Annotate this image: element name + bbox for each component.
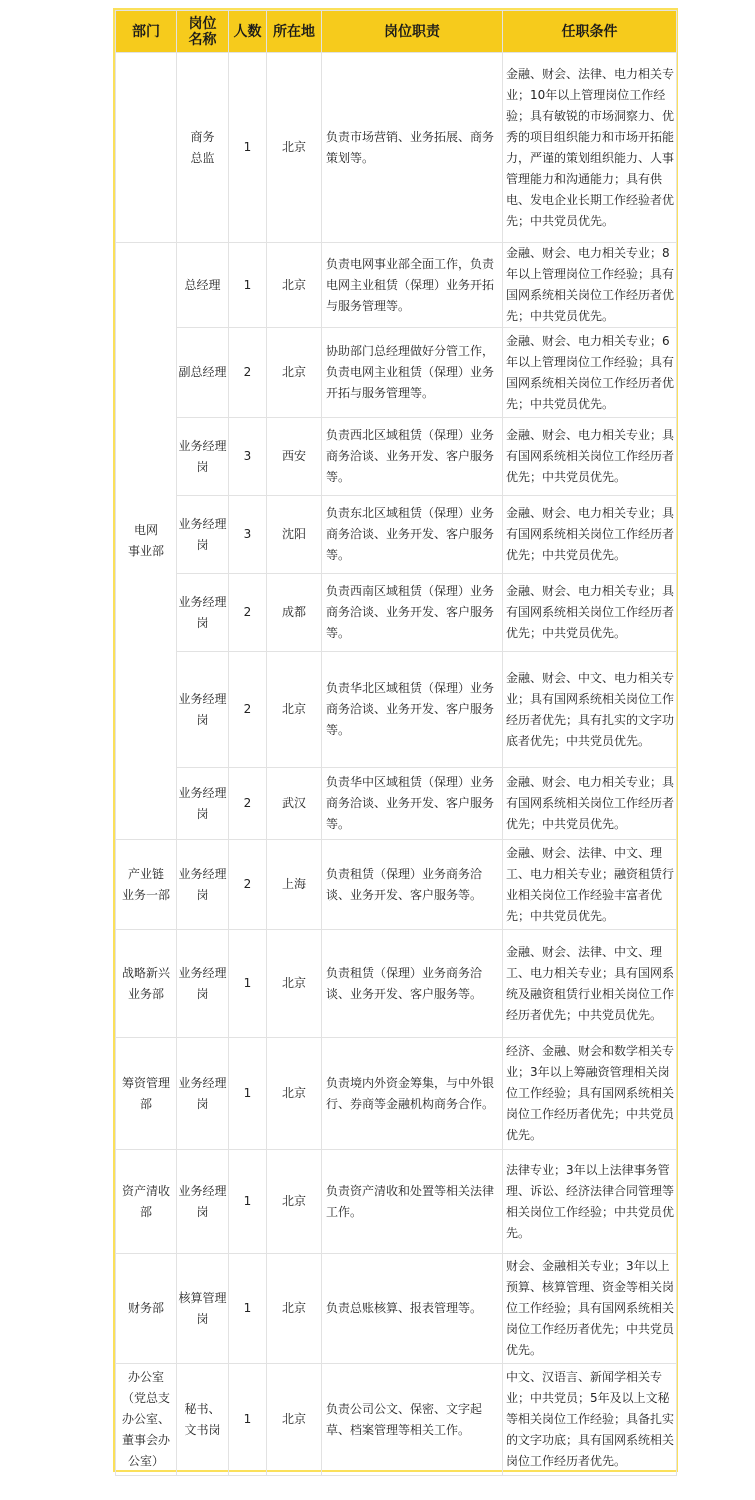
cell-count: 2 (229, 840, 267, 930)
cell-location: 沈阳 (267, 496, 322, 574)
cell-requirement: 金融、财会、中文、电力相关专业；具有国网系统相关岗位工作经历者优先；具有扎实的文字功底者优先；中共党员优先。 (503, 652, 677, 768)
cell-department: 办公室 （党总支 办公室、 董事会办 公室） (116, 1364, 177, 1476)
table-row (116, 53, 677, 243)
table-body (116, 53, 677, 1476)
cell-count: 1 (229, 1150, 267, 1254)
table-row (116, 840, 677, 930)
cell-duty: 负责总账核算、报表管理等。 (322, 1254, 503, 1364)
cell-duty: 负责租赁（保理）业务商务洽谈、业务开发、客户服务等。 (322, 930, 503, 1038)
table-header-row (116, 11, 677, 53)
cell-duty: 负责电网事业部全面工作，负责电网主业租赁（保理）业务开拓与服务管理等。 (322, 243, 503, 328)
cell-location: 北京 (267, 1150, 322, 1254)
table-row (116, 243, 677, 328)
cell-location: 北京 (267, 652, 322, 768)
cell-duty: 负责境内外资金筹集，与中外银行、券商等金融机构商务合作。 (322, 1038, 503, 1150)
table-row (116, 328, 677, 418)
cell-count: 2 (229, 574, 267, 652)
cell-requirement: 金融、财会、法律、中文、理工、电力相关专业；融资租赁行业相关岗位工作经验丰富者优先；中共党员优先。 (503, 840, 677, 930)
table-row (116, 930, 677, 1038)
table-row (116, 1038, 677, 1150)
cell-requirement: 金融、财会、电力相关专业；8年以上管理岗位工作经验；具有国网系统相关岗位工作经历者优先；中共党员优先。 (503, 243, 677, 328)
cell-department: 筹资管理 部 (116, 1038, 177, 1150)
cell-location: 北京 (267, 1364, 322, 1476)
table-row (116, 1254, 677, 1364)
cell-position: 业务经理 岗 (177, 840, 229, 930)
header-count: 人数 (229, 11, 267, 53)
cell-count: 1 (229, 1038, 267, 1150)
cell-count: 1 (229, 1364, 267, 1476)
header-requirement: 任职条件 (503, 11, 677, 53)
table-row (116, 768, 677, 840)
cell-requirement: 金融、财会、电力相关专业；具有国网系统相关岗位工作经历者优先；中共党员优先。 (503, 418, 677, 496)
cell-count: 2 (229, 768, 267, 840)
recruitment-table (115, 10, 677, 1476)
cell-duty: 负责西北区域租赁（保理）业务商务洽谈、业务开发、客户服务等。 (322, 418, 503, 496)
header-department: 部门 (116, 11, 177, 53)
cell-requirement: 财会、金融相关专业；3年以上预算、核算管理、资金等相关岗位工作经验；具有国网系统相关岗位工作经历者优先；中共党员优先。 (503, 1254, 677, 1364)
table-row (116, 652, 677, 768)
table-row (116, 496, 677, 574)
cell-position: 业务经理 岗 (177, 418, 229, 496)
header-location: 所在地 (267, 11, 322, 53)
cell-count: 1 (229, 1254, 267, 1364)
cell-count: 2 (229, 328, 267, 418)
cell-location: 北京 (267, 243, 322, 328)
cell-position: 总经理 (177, 243, 229, 328)
cell-requirement: 金融、财会、电力相关专业；具有国网系统相关岗位工作经历者优先；中共党员优先。 (503, 574, 677, 652)
cell-count: 3 (229, 418, 267, 496)
cell-department: 资产清收 部 (116, 1150, 177, 1254)
cell-requirement: 法律专业；3年以上法律事务管理、诉讼、经济法律合同管理等相关岗位工作经验；中共党员优先。 (503, 1150, 677, 1254)
cell-location: 北京 (267, 1254, 322, 1364)
cell-position: 副总经理 (177, 328, 229, 418)
cell-count: 1 (229, 243, 267, 328)
cell-location: 西安 (267, 418, 322, 496)
cell-department: 电网 事业部 (116, 243, 177, 840)
cell-requirement: 中文、汉语言、新闻学相关专业；中共党员；5年及以上文秘等相关岗位工作经验；具备扎实的文字功底；具有国网系统相关岗位工作经历者优先。 (503, 1364, 677, 1476)
cell-position: 商务 总监 (177, 53, 229, 243)
cell-location: 北京 (267, 53, 322, 243)
cell-requirement: 金融、财会、电力相关专业；具有国网系统相关岗位工作经历者优先；中共党员优先。 (503, 768, 677, 840)
cell-duty: 负责租赁（保理）业务商务洽谈、业务开发、客户服务等。 (322, 840, 503, 930)
cell-position: 业务经理 岗 (177, 496, 229, 574)
cell-duty: 负责市场营销、业务拓展、商务策划等。 (322, 53, 503, 243)
cell-department: 产业链 业务一部 (116, 840, 177, 930)
cell-location: 北京 (267, 930, 322, 1038)
cell-position: 业务经理 岗 (177, 574, 229, 652)
cell-duty: 协助部门总经理做好分管工作，负责电网主业租赁（保理）业务开拓与服务管理等。 (322, 328, 503, 418)
cell-count: 3 (229, 496, 267, 574)
cell-position: 业务经理 岗 (177, 1150, 229, 1254)
cell-count: 1 (229, 930, 267, 1038)
cell-location: 成都 (267, 574, 322, 652)
cell-department (116, 53, 177, 243)
header-position: 岗位 名称 (177, 11, 229, 53)
cell-location: 上海 (267, 840, 322, 930)
cell-requirement: 金融、财会、法律、中文、理工、电力相关专业；具有国网系统及融资租赁行业相关岗位工作经历者优先；中共党员优先。 (503, 930, 677, 1038)
cell-position: 秘书、 文书岗 (177, 1364, 229, 1476)
cell-duty: 负责西南区域租赁（保理）业务商务洽谈、业务开发、客户服务等。 (322, 574, 503, 652)
cell-location: 北京 (267, 1038, 322, 1150)
cell-position: 业务经理 岗 (177, 652, 229, 768)
table-row (116, 418, 677, 496)
cell-position: 业务经理 岗 (177, 768, 229, 840)
cell-duty: 负责华北区域租赁（保理）业务商务洽谈、业务开发、客户服务等。 (322, 652, 503, 768)
cell-location: 北京 (267, 328, 322, 418)
cell-duty: 负责华中区域租赁（保理）业务商务洽谈、业务开发、客户服务等。 (322, 768, 503, 840)
recruitment-table-frame (113, 8, 678, 1472)
cell-department: 战略新兴 业务部 (116, 930, 177, 1038)
cell-requirement: 金融、财会、法律、电力相关专业；10年以上管理岗位工作经验；具有敏锐的市场洞察力、优秀的项目组织能力和市场开拓能力，严谨的策划组织能力、人事管理能力和沟通能力；具有供电、发电企业长期工作经验者优先；中共党员优先。 (503, 53, 677, 243)
cell-requirement: 经济、金融、财会和数学相关专业；3年以上筹融资管理相关岗位工作经验；具有国网系统相关岗位工作经历者优先；中共党员优先。 (503, 1038, 677, 1150)
cell-requirement: 金融、财会、电力相关专业；6年以上管理岗位工作经验；具有国网系统相关岗位工作经历者优先；中共党员优先。 (503, 328, 677, 418)
cell-requirement: 金融、财会、电力相关专业；具有国网系统相关岗位工作经历者优先；中共党员优先。 (503, 496, 677, 574)
header-duty: 岗位职责 (322, 11, 503, 53)
cell-duty: 负责东北区域租赁（保理）业务商务洽谈、业务开发、客户服务等。 (322, 496, 503, 574)
cell-count: 2 (229, 652, 267, 768)
cell-position: 业务经理 岗 (177, 1038, 229, 1150)
cell-count: 1 (229, 53, 267, 243)
cell-position: 核算管理 岗 (177, 1254, 229, 1364)
cell-department: 财务部 (116, 1254, 177, 1364)
cell-duty: 负责公司公文、保密、文字起草、档案管理等相关工作。 (322, 1364, 503, 1476)
cell-location: 武汉 (267, 768, 322, 840)
cell-duty: 负责资产清收和处置等相关法律工作。 (322, 1150, 503, 1254)
cell-position: 业务经理 岗 (177, 930, 229, 1038)
table-row (116, 1150, 677, 1254)
table-row (116, 574, 677, 652)
table-row (116, 1364, 677, 1476)
